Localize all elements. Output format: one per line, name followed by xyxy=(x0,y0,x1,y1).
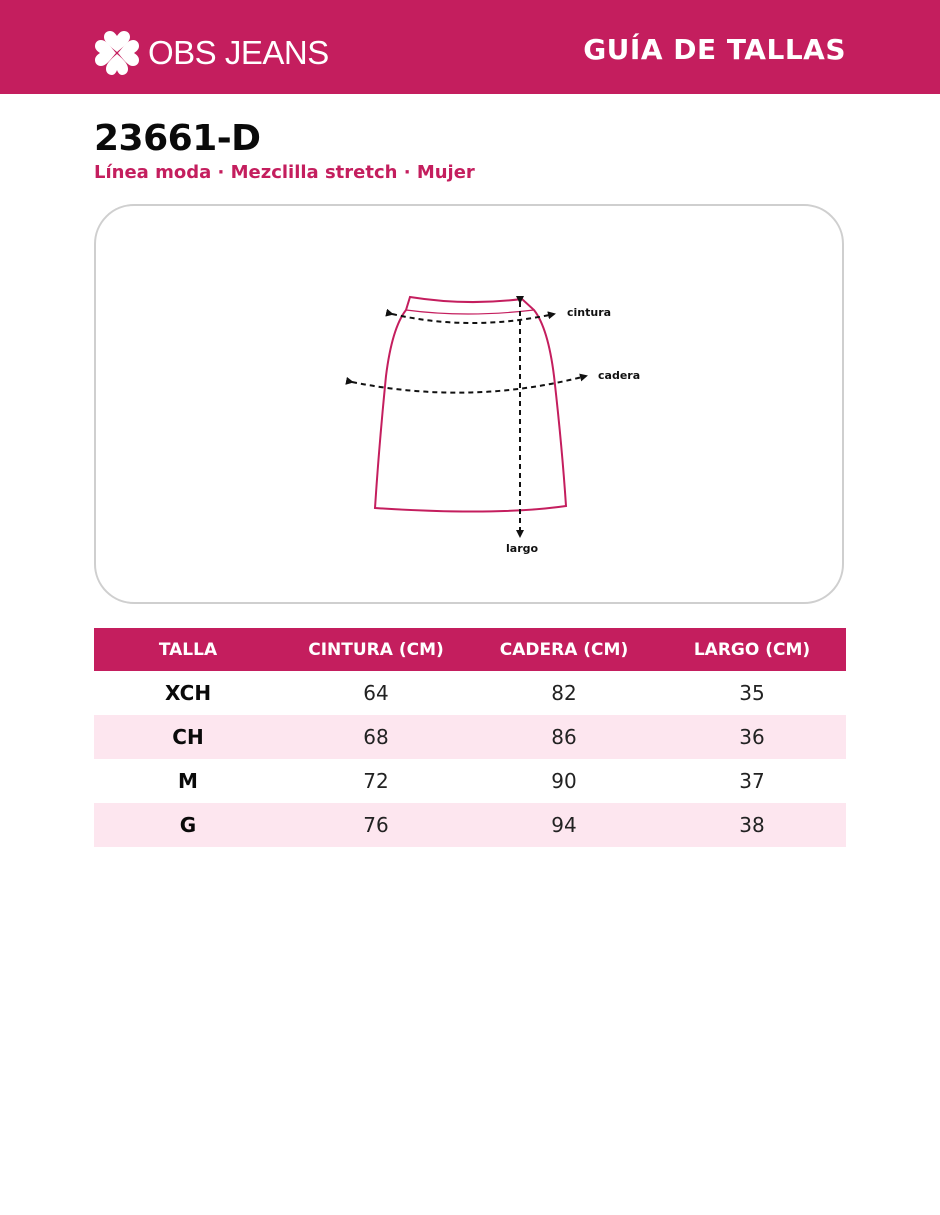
header-bar xyxy=(0,0,940,94)
guide-title: GUÍA DE TALLAS xyxy=(583,33,846,66)
waist-cell: 68 xyxy=(282,715,470,759)
diagram-panel xyxy=(94,204,844,604)
waist-cell: 72 xyxy=(282,759,470,803)
table-row xyxy=(94,671,846,715)
waist-cell: 76 xyxy=(282,803,470,847)
table-row xyxy=(94,803,846,847)
product-code: 23661-D xyxy=(94,118,261,159)
column-header-waist: CINTURA (CM) xyxy=(282,628,470,671)
brand-logo[interactable] xyxy=(94,30,329,76)
size-cell: G xyxy=(94,803,282,847)
waist-measure-arrow xyxy=(392,314,554,323)
waist-cell: 64 xyxy=(282,671,470,715)
brand-name: OBS JEANS xyxy=(148,34,329,71)
hip-cell: 86 xyxy=(470,715,658,759)
length-cell: 37 xyxy=(658,759,846,803)
waist-label: cintura xyxy=(567,306,612,319)
size-cell: XCH xyxy=(94,671,282,715)
table-row xyxy=(94,759,846,803)
table-row xyxy=(94,715,846,759)
length-cell: 38 xyxy=(658,803,846,847)
hip-measure-arrow xyxy=(352,376,586,393)
column-header-hip: CADERA (CM) xyxy=(470,628,658,671)
column-header-length: LARGO (CM) xyxy=(658,628,846,671)
product-subtitle: Línea moda · Mezclilla stretch · Mujer xyxy=(94,162,475,183)
length-cell: 35 xyxy=(658,671,846,715)
length-label: largo xyxy=(506,542,539,555)
hip-cell: 90 xyxy=(470,759,658,803)
length-cell: 36 xyxy=(658,715,846,759)
hip-label: cadera xyxy=(598,369,641,382)
hip-cell: 82 xyxy=(470,671,658,715)
column-header-size: TALLA xyxy=(94,628,282,671)
size-table xyxy=(94,628,846,847)
size-cell: M xyxy=(94,759,282,803)
hip-cell: 94 xyxy=(470,803,658,847)
skirt-outline xyxy=(375,297,566,512)
size-cell: CH xyxy=(94,715,282,759)
heart-clover-icon xyxy=(94,30,140,76)
skirt-diagram xyxy=(96,206,842,602)
table-header-row xyxy=(94,628,846,671)
